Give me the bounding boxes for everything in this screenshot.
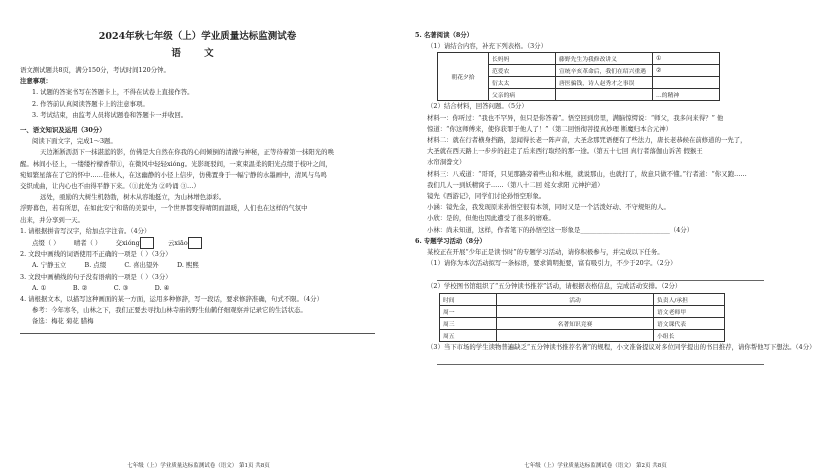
question-6: 6. 专题学习活动（8分）	[415, 236, 486, 245]
q2-options	[20, 260, 375, 271]
question-4: 4. 请根据文本，以描写这种画面的某一方面，运用多种修辞，写一段话，要求修辞准确，句式不限。（4分）	[20, 295, 323, 304]
table-cell[interactable]	[556, 89, 653, 101]
option: D. ④	[154, 283, 170, 292]
question-1: 1. 请根据拼音写汉字，给加点字注音。（4分）	[20, 226, 151, 235]
chat-line: 小涵：镜先金，我发现原来孙悟空很有本领，同时又是一个活泼好动、不守规矩的人。	[427, 203, 670, 212]
material-line: 材料二：就在行者横身挡路，忽闻得长老一阵声音，大圣念那咒语便有了些法力，唐长老恭候在前修道的一先了，	[427, 136, 747, 145]
section-intro: 阅读下面文字，完成1～3题。	[32, 137, 117, 146]
q6-part1: （1）请你为本次活动拟写一条标语，要求简明扼要，富有吸引力，不少于20字。（2分）	[427, 259, 677, 268]
passage-line: 天边淅淅沥沥下一抹湛蓝的影，仿佛是大自然在你我的心间倾倒的清澈与神秘，正等待着第一抹阳光的唤	[40, 148, 334, 157]
exam-page-left	[0, 0, 397, 473]
q5-discussion: 镜先《西游记》，同学们讨论孙悟空形象。	[427, 192, 546, 201]
question-3: 3. 文段中画横线的句子没有语病的一项是（ ）（3分）	[20, 272, 172, 281]
table-cell[interactable]: ①	[653, 53, 720, 65]
material-line: 材料一：你听过：“我也不罕异，但只是你答着”。悟空回到房里，满脑惊愕说：“师父，我多问来得？” 他	[427, 113, 724, 122]
material-line: 水帘洞誊文）	[427, 158, 466, 167]
q6-part2: （2）学校图书馆组织了“五分钟读书推荐”活动，请根据表格信息，完成活动安排。（2分）	[427, 282, 682, 291]
q1-items	[20, 237, 375, 249]
q6-intro: 某校正在开展“少年正是读书时”的专题学习活动，请你积极参与，并完成以下任务。	[427, 248, 664, 257]
exam-info: 语文测试题共8页，满分150分，考试时间120分钟。	[20, 66, 170, 74]
q1-item: 交xióng	[115, 239, 140, 248]
table-cell: …的精神	[653, 89, 720, 101]
schedule-cell: 语文老师甲	[654, 305, 725, 317]
option: B. ②	[72, 283, 88, 292]
q5-part2: （2）结合材料，回答问题。（5分）	[427, 102, 528, 111]
answer-line[interactable]	[20, 333, 375, 334]
exam-title: 2024年秋七年级（上）学业质量达标监测试卷	[98, 31, 297, 42]
table-cell: 宣统辛亥革命后，我们在绍兴重遇	[556, 65, 653, 77]
q4-hint: 参考：今年寒冬，山林之下，我们正要去寻找山林寺庙的野生仙鹤仔细观察并记录它的生活状态。	[32, 306, 307, 315]
material-line: 惊道：“你这师傅来，使你获罪于他人了！”（第二回悟彻菩提真妙理 断魔归本合元神）	[427, 124, 673, 133]
schedule-cell[interactable]	[497, 329, 654, 341]
table-cell: 范爱农	[489, 65, 556, 77]
exam-page-right	[397, 0, 816, 473]
table-cell: 唐医骗钱，诗人赵秀才之事误	[556, 77, 653, 89]
table-cell[interactable]: ②	[653, 65, 720, 77]
table-cell: 长妈妈	[489, 53, 556, 65]
option: A. 宁静玉立	[32, 261, 67, 270]
material-line: 大圣就在西天路上一步步的赶走了后来西行取经的那一途。（第五十七回 真行者落伽山诉苦 假猴王	[427, 147, 703, 156]
answer-line[interactable]	[437, 269, 764, 281]
question-5: 5. 名著阅读（8分）	[415, 31, 474, 39]
chat-line: 小欣：是的，但他也因此遭受了很多的磨难。	[427, 214, 555, 223]
passage-line: 出来，并分享到一天。	[20, 215, 84, 224]
passage-line: 远处，亟励的大树生机勃勃，树木从容地挺立，为山林增色添彩。	[40, 193, 226, 202]
answer-box[interactable]	[188, 237, 202, 249]
notes-heading: 注意事项：	[20, 77, 52, 86]
material-line: 材料三：八戒道：“哥哥，只见那路旁着些山和木棍，就说那山，也就打了，故意只做不懂。”行者道：“你又跑……	[427, 169, 747, 178]
schedule-header: 时间	[440, 293, 497, 305]
q3-options	[20, 283, 375, 294]
schedule-header: 负责人/承担	[654, 293, 725, 305]
note-item: 1. 试题的答案书写在答题卡上，不得在试卷上直接作答。	[32, 88, 194, 97]
schedule-table	[439, 293, 725, 342]
note-item: 2. 作答前认真阅读答题卡上的注意事项。	[32, 99, 149, 108]
q4-tags: 备选：梅花 菊花 腊梅	[32, 317, 94, 326]
q5-part1: （1）请结合内容，补充下列表格。（3分）	[427, 42, 547, 51]
note-item: 3. 考试结束，由监考人员将试题卷和答题卡一并收回。	[32, 110, 188, 119]
table-cell[interactable]	[653, 77, 720, 89]
schedule-cell[interactable]	[497, 305, 654, 317]
schedule-cell: 小组长	[654, 329, 725, 341]
q1-item: 晴者（ ）	[73, 239, 102, 248]
schedule-cell: 周五	[440, 329, 497, 341]
passage-line: 交织成曲，让内心也不由得平静下来。（①此处为 ②吟诵 ③…）	[20, 182, 200, 191]
passage-line: 浮野暮色，若有所思，在如此安宁和谐的美景中，一个世界都变得晴朗而温暖，人们也在这样的气氛中	[20, 204, 308, 213]
passage-line: 宛如繁星落在了它的怀中……佳林人，在这幽静的小径上信步，仿佛置身于一幅宁静的水墨画中，清风与鸟鸣	[20, 170, 327, 179]
option: D. 熙熙	[176, 261, 199, 270]
schedule-cell: 周三	[440, 317, 497, 329]
option: C. ③	[113, 283, 129, 292]
schedule-cell: 语文课代表	[654, 317, 725, 329]
book-table	[437, 52, 720, 101]
table-cell: 衍太太	[489, 77, 556, 89]
answer-box[interactable]	[140, 237, 154, 249]
passage-line: 醒。林间小径上，一缕缕柠檬香带①，在微风中轻轻xióng。光影斑驳间，一束束温柔的阳光点缀于枝叶之间，	[20, 159, 332, 168]
q1-item: 云xiāo	[167, 239, 188, 248]
schedule-header: 活动	[497, 293, 654, 305]
option: C. 喜出望外	[124, 261, 159, 270]
schedule-cell: 周一	[440, 305, 497, 317]
table-cell: 藤野先生为我修改讲义	[556, 53, 653, 65]
material-line: 我们几人一到妖精窝子……（第八十二回 姹女求阳 元神护道）	[427, 180, 604, 189]
page-footer: 七年级（上）学业质量达标监测试卷（语文） 第2页 共8页	[524, 463, 667, 469]
schedule-cell: 名著知识竞赛	[497, 317, 654, 329]
book-name-cell: 朝花夕拾	[438, 53, 489, 101]
section-heading: 一、语文知识及运用（30分）	[20, 126, 106, 135]
page-footer: 七年级（上）学业质量达标监测试卷（语文） 第1页 共8页	[127, 463, 270, 469]
q1-item: 点缀（ ）	[32, 239, 60, 248]
option: B. 点缀	[84, 261, 107, 270]
table-cell: 父亲的病	[489, 89, 556, 101]
option: A. ①	[32, 283, 47, 292]
subject-title: 语 文	[171, 48, 224, 59]
chat-line: 小林：尚未知道，这样，作者笔下的孙悟空这一形象是____________________________（4分）	[427, 225, 694, 234]
question-2: 2. 文段中画线的词语使用不正确的一项是（ ）（3分）	[20, 250, 172, 259]
answer-line[interactable]	[437, 353, 764, 365]
q6-part3: （3）当下市场的学生读物普遍缺乏“五分钟读书推荐名著”的规程，小文准备提议对多位同学提出的书目推荐，请你帮他写下想法。（4分）	[427, 342, 816, 351]
